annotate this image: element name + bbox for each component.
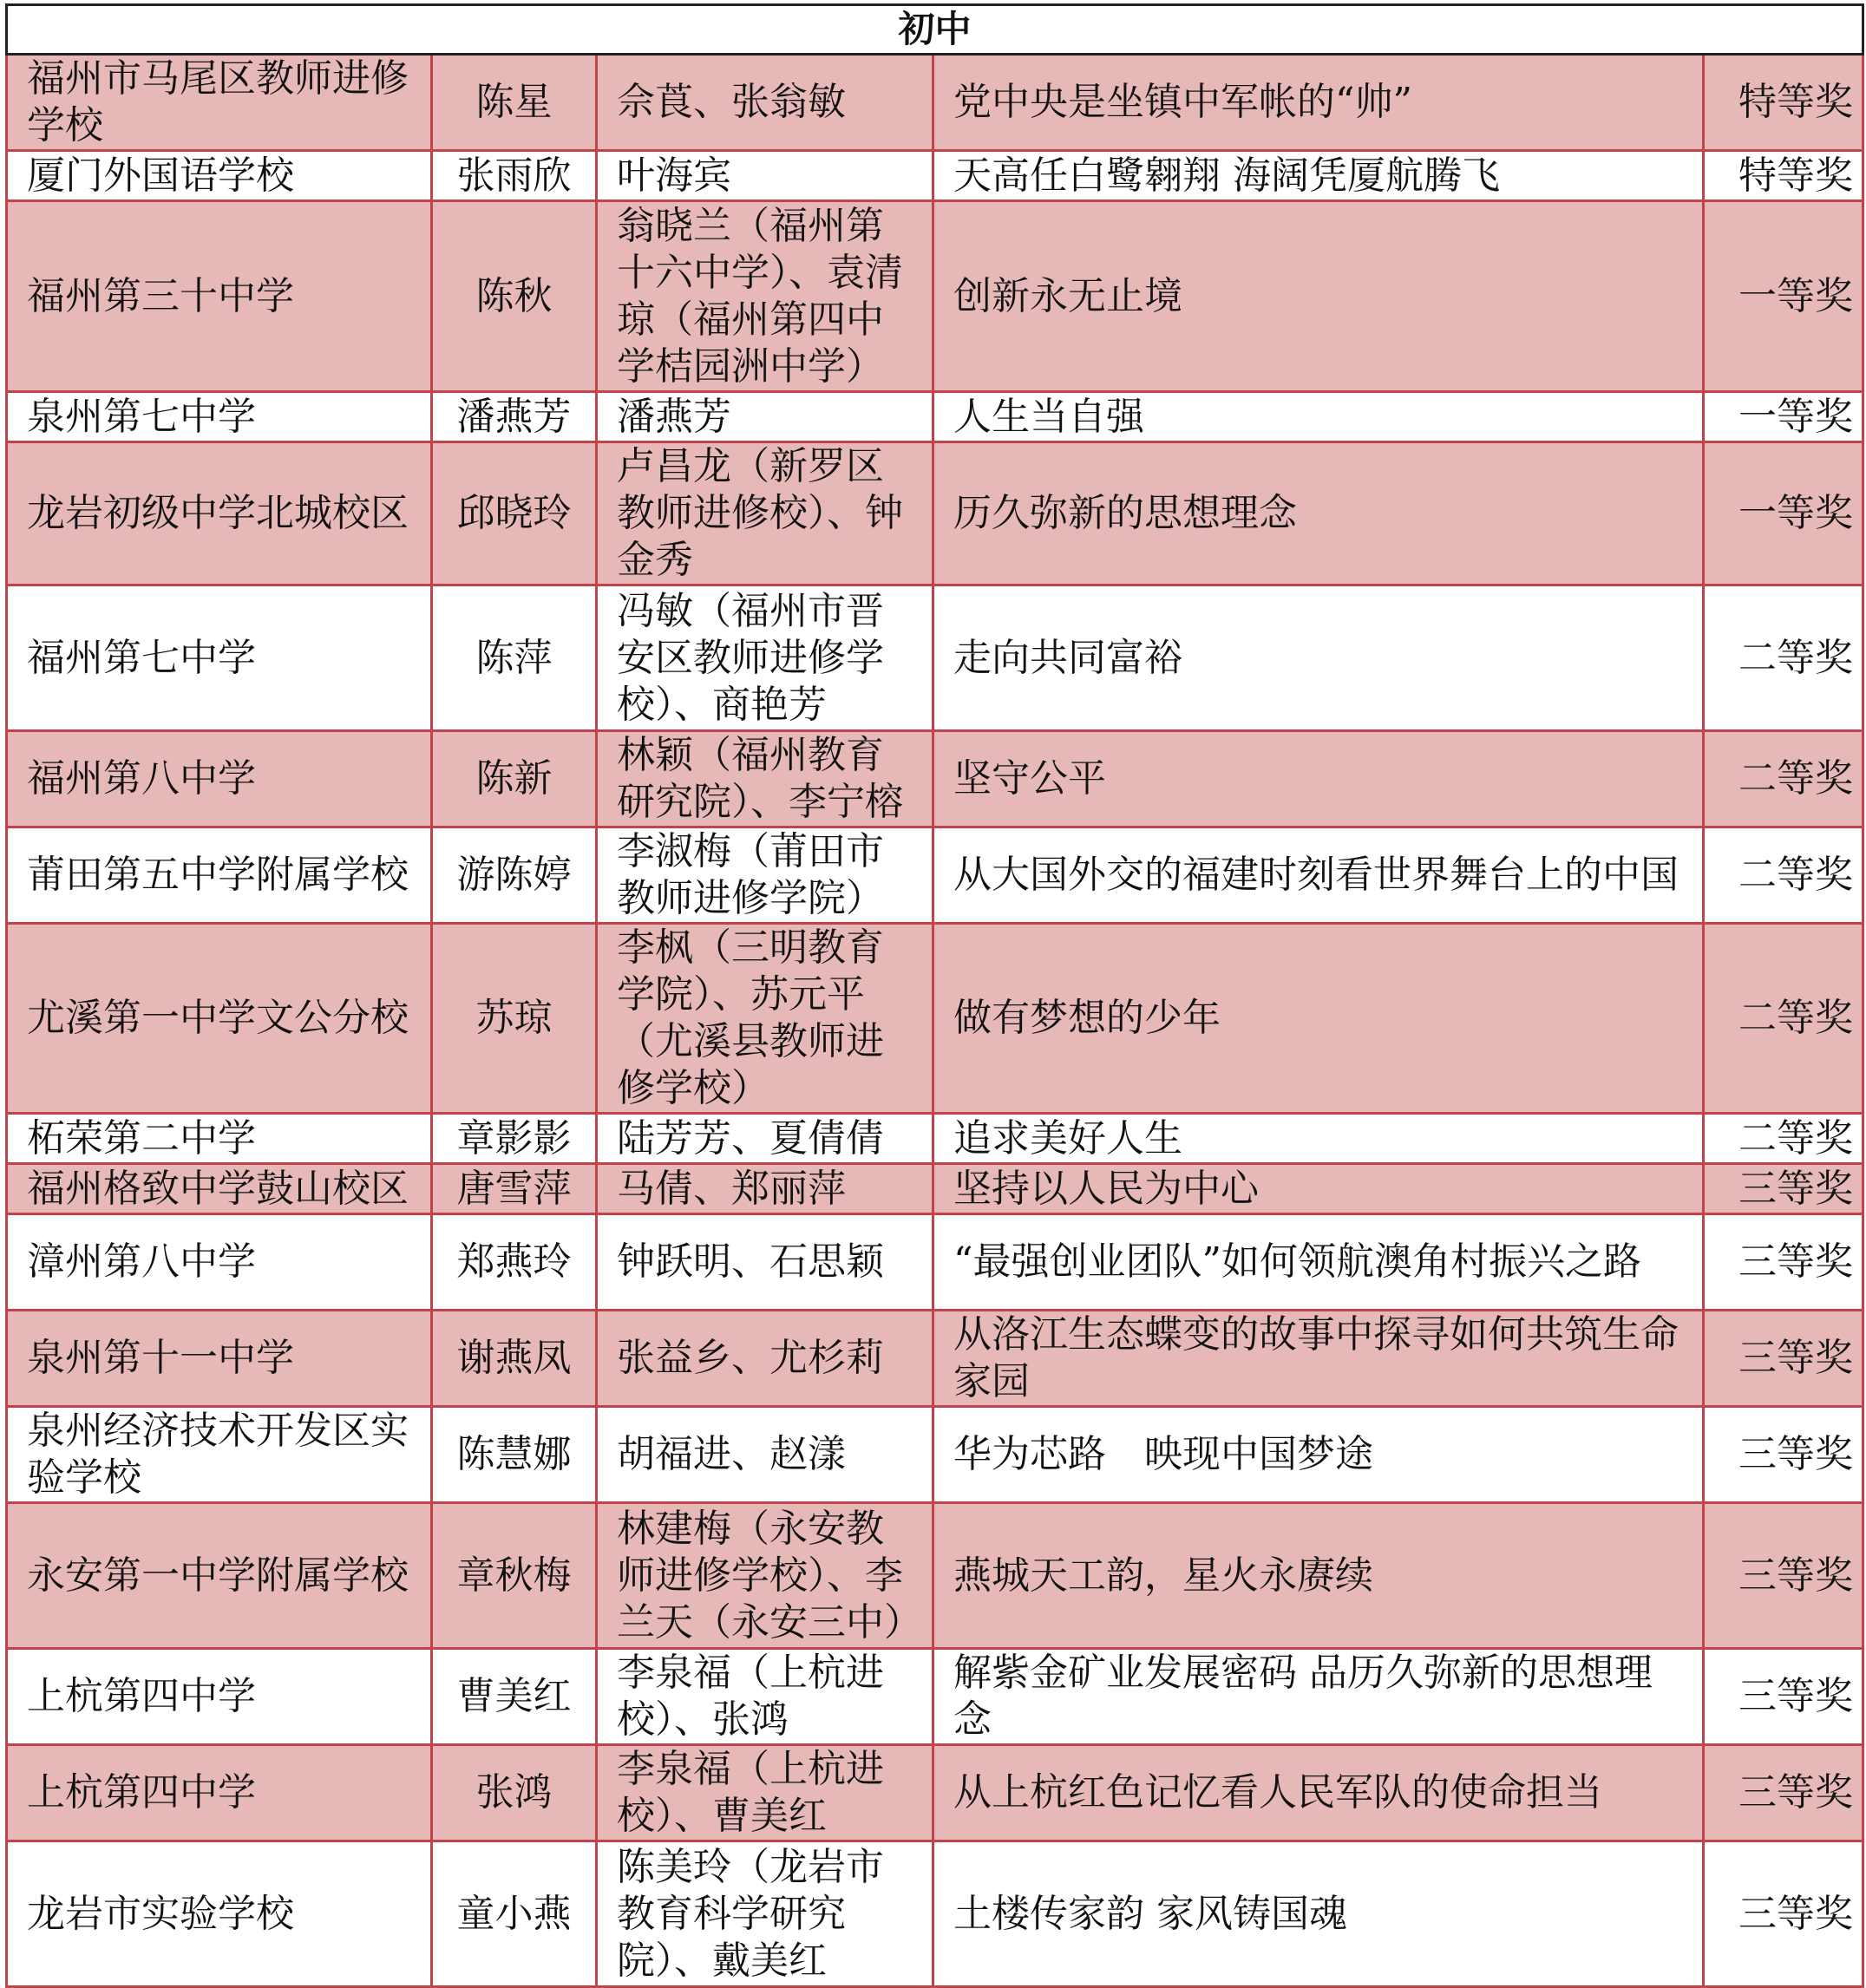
topic-cell: 人生当自强 <box>933 392 1704 442</box>
table-row <box>7 827 1863 924</box>
teacher-cell: 章影影 <box>432 1114 597 1164</box>
table-row <box>7 1745 1863 1841</box>
table-row <box>7 1311 1863 1407</box>
school-cell: 漳州第八中学 <box>7 1214 432 1311</box>
table-row <box>7 1214 1863 1311</box>
table-body <box>7 55 1863 1987</box>
school-cell: 泉州第十一中学 <box>7 1311 432 1407</box>
topic-cell: 从上杭红色记忆看人民军队的使命担当 <box>933 1745 1704 1841</box>
mentors-cell: 卢昌龙（新罗区教师进修校）、钟金秀 <box>597 442 933 585</box>
teacher-cell: 陈星 <box>432 55 597 151</box>
school-cell: 尤溪第一中学文公分校 <box>7 924 432 1114</box>
topic-cell: 从大国外交的福建时刻看世界舞台上的中国 <box>933 827 1704 924</box>
award-cell: 特等奖 <box>1704 151 1863 201</box>
mentors-cell: 马倩、郑丽萍 <box>597 1164 933 1214</box>
award-cell: 三等奖 <box>1704 1214 1863 1311</box>
mentors-cell: 李枫（三明教育学院）、苏元平（尤溪县教师进修学校） <box>597 924 933 1114</box>
table-row <box>7 1841 1863 1987</box>
topic-cell: 做有梦想的少年 <box>933 924 1704 1114</box>
teacher-cell: 陈秋 <box>432 201 597 392</box>
teacher-cell: 谢燕凤 <box>432 1311 597 1407</box>
table-row <box>7 585 1863 731</box>
teacher-cell: 曹美红 <box>432 1649 597 1745</box>
school-cell: 福州市马尾区教师进修学校 <box>7 55 432 151</box>
table-row <box>7 1503 1863 1649</box>
awards-table <box>5 3 1864 1988</box>
mentors-cell: 张益乡、尤杉莉 <box>597 1311 933 1407</box>
mentors-cell: 叶海宾 <box>597 151 933 201</box>
teacher-cell: 游陈婷 <box>432 827 597 924</box>
school-cell: 龙岩初级中学北城校区 <box>7 442 432 585</box>
topic-cell: 坚持以人民为中心 <box>933 1164 1704 1214</box>
teacher-cell: 陈慧娜 <box>432 1407 597 1503</box>
school-cell: 上杭第四中学 <box>7 1745 432 1841</box>
school-cell: 福州第三十中学 <box>7 201 432 392</box>
table-row <box>7 442 1863 585</box>
table-row <box>7 201 1863 392</box>
topic-cell: 党中央是坐镇中军帐的“帅” <box>933 55 1704 151</box>
title-row <box>7 5 1863 55</box>
table-row <box>7 731 1863 827</box>
award-cell: 三等奖 <box>1704 1311 1863 1407</box>
teacher-cell: 唐雪萍 <box>432 1164 597 1214</box>
mentors-cell: 林颖（福州教育研究院）、李宁榕 <box>597 731 933 827</box>
table-row <box>7 151 1863 201</box>
award-cell: 二等奖 <box>1704 924 1863 1114</box>
teacher-cell: 陈萍 <box>432 585 597 731</box>
award-cell: 特等奖 <box>1704 55 1863 151</box>
school-cell: 厦门外国语学校 <box>7 151 432 201</box>
school-cell: 龙岩市实验学校 <box>7 1841 432 1987</box>
teacher-cell: 潘燕芳 <box>432 392 597 442</box>
school-cell: 福州格致中学鼓山校区 <box>7 1164 432 1214</box>
teacher-cell: 陈新 <box>432 731 597 827</box>
school-cell: 柘荣第二中学 <box>7 1114 432 1164</box>
award-cell: 三等奖 <box>1704 1649 1863 1745</box>
mentors-cell: 钟跃明、石思颖 <box>597 1214 933 1311</box>
topic-cell: 创新永无止境 <box>933 201 1704 392</box>
mentors-cell: 冯敏（福州市晋安区教师进修学校）、商艳芳 <box>597 585 933 731</box>
table-row <box>7 392 1863 442</box>
award-cell: 一等奖 <box>1704 392 1863 442</box>
award-cell: 三等奖 <box>1704 1745 1863 1841</box>
topic-cell: 从洛江生态蝶变的故事中探寻如何共筑生命家园 <box>933 1311 1704 1407</box>
topic-cell: 走向共同富裕 <box>933 585 1704 731</box>
mentors-cell: 陈美玲（龙岩市教育科学研究院）、戴美红 <box>597 1841 933 1987</box>
topic-cell: 追求美好人生 <box>933 1114 1704 1164</box>
topic-cell: 坚守公平 <box>933 731 1704 827</box>
topic-cell: 华为芯路 映现中国梦途 <box>933 1407 1704 1503</box>
topic-cell: 历久弥新的思想理念 <box>933 442 1704 585</box>
school-cell: 泉州第七中学 <box>7 392 432 442</box>
award-cell: 三等奖 <box>1704 1841 1863 1987</box>
mentors-cell: 潘燕芳 <box>597 392 933 442</box>
mentors-cell: 胡福进、赵漾 <box>597 1407 933 1503</box>
table-row <box>7 1649 1863 1745</box>
award-cell: 三等奖 <box>1704 1503 1863 1649</box>
table-row <box>7 1164 1863 1214</box>
mentors-cell: 翁晓兰（福州第十六中学）、袁清琼（福州第四中学桔园洲中学） <box>597 201 933 392</box>
mentors-cell: 林建梅（永安教师进修学校）、李兰天（永安三中） <box>597 1503 933 1649</box>
mentors-cell: 陆芳芳、夏倩倩 <box>597 1114 933 1164</box>
topic-cell: 天高任白鹭翱翔 海阔凭厦航腾飞 <box>933 151 1704 201</box>
school-cell: 永安第一中学附属学校 <box>7 1503 432 1649</box>
school-cell: 莆田第五中学附属学校 <box>7 827 432 924</box>
topic-cell: “最强创业团队”如何领航澳角村振兴之路 <box>933 1214 1704 1311</box>
school-cell: 上杭第四中学 <box>7 1649 432 1745</box>
table-row <box>7 1114 1863 1164</box>
award-cell: 二等奖 <box>1704 1114 1863 1164</box>
award-cell: 三等奖 <box>1704 1164 1863 1214</box>
mentors-cell: 李泉福（上杭进校）、张鸿 <box>597 1649 933 1745</box>
mentors-cell: 李淑梅（莆田市教师进修学院） <box>597 827 933 924</box>
table-row <box>7 55 1863 151</box>
table-row <box>7 1407 1863 1503</box>
school-cell: 福州第七中学 <box>7 585 432 731</box>
school-cell: 泉州经济技术开发区实验学校 <box>7 1407 432 1503</box>
school-cell: 福州第八中学 <box>7 731 432 827</box>
award-cell: 二等奖 <box>1704 585 1863 731</box>
teacher-cell: 张雨欣 <box>432 151 597 201</box>
teacher-cell: 童小燕 <box>432 1841 597 1987</box>
teacher-cell: 章秋梅 <box>432 1503 597 1649</box>
topic-cell: 燕城天工韵，星火永赓续 <box>933 1503 1704 1649</box>
teacher-cell: 苏琼 <box>432 924 597 1114</box>
topic-cell: 土楼传家韵 家风铸国魂 <box>933 1841 1704 1987</box>
mentors-cell: 佘莨、张翁敏 <box>597 55 933 151</box>
teacher-cell: 邱晓玲 <box>432 442 597 585</box>
award-cell: 二等奖 <box>1704 827 1863 924</box>
teacher-cell: 郑燕玲 <box>432 1214 597 1311</box>
award-cell: 二等奖 <box>1704 731 1863 827</box>
award-cell: 一等奖 <box>1704 201 1863 392</box>
table-row <box>7 924 1863 1114</box>
topic-cell: 解紫金矿业发展密码 品历久弥新的思想理念 <box>933 1649 1704 1745</box>
award-cell: 一等奖 <box>1704 442 1863 585</box>
teacher-cell: 张鸿 <box>432 1745 597 1841</box>
mentors-cell: 李泉福（上杭进校）、曹美红 <box>597 1745 933 1841</box>
award-cell: 三等奖 <box>1704 1407 1863 1503</box>
table-title: 初中 <box>7 5 1863 55</box>
